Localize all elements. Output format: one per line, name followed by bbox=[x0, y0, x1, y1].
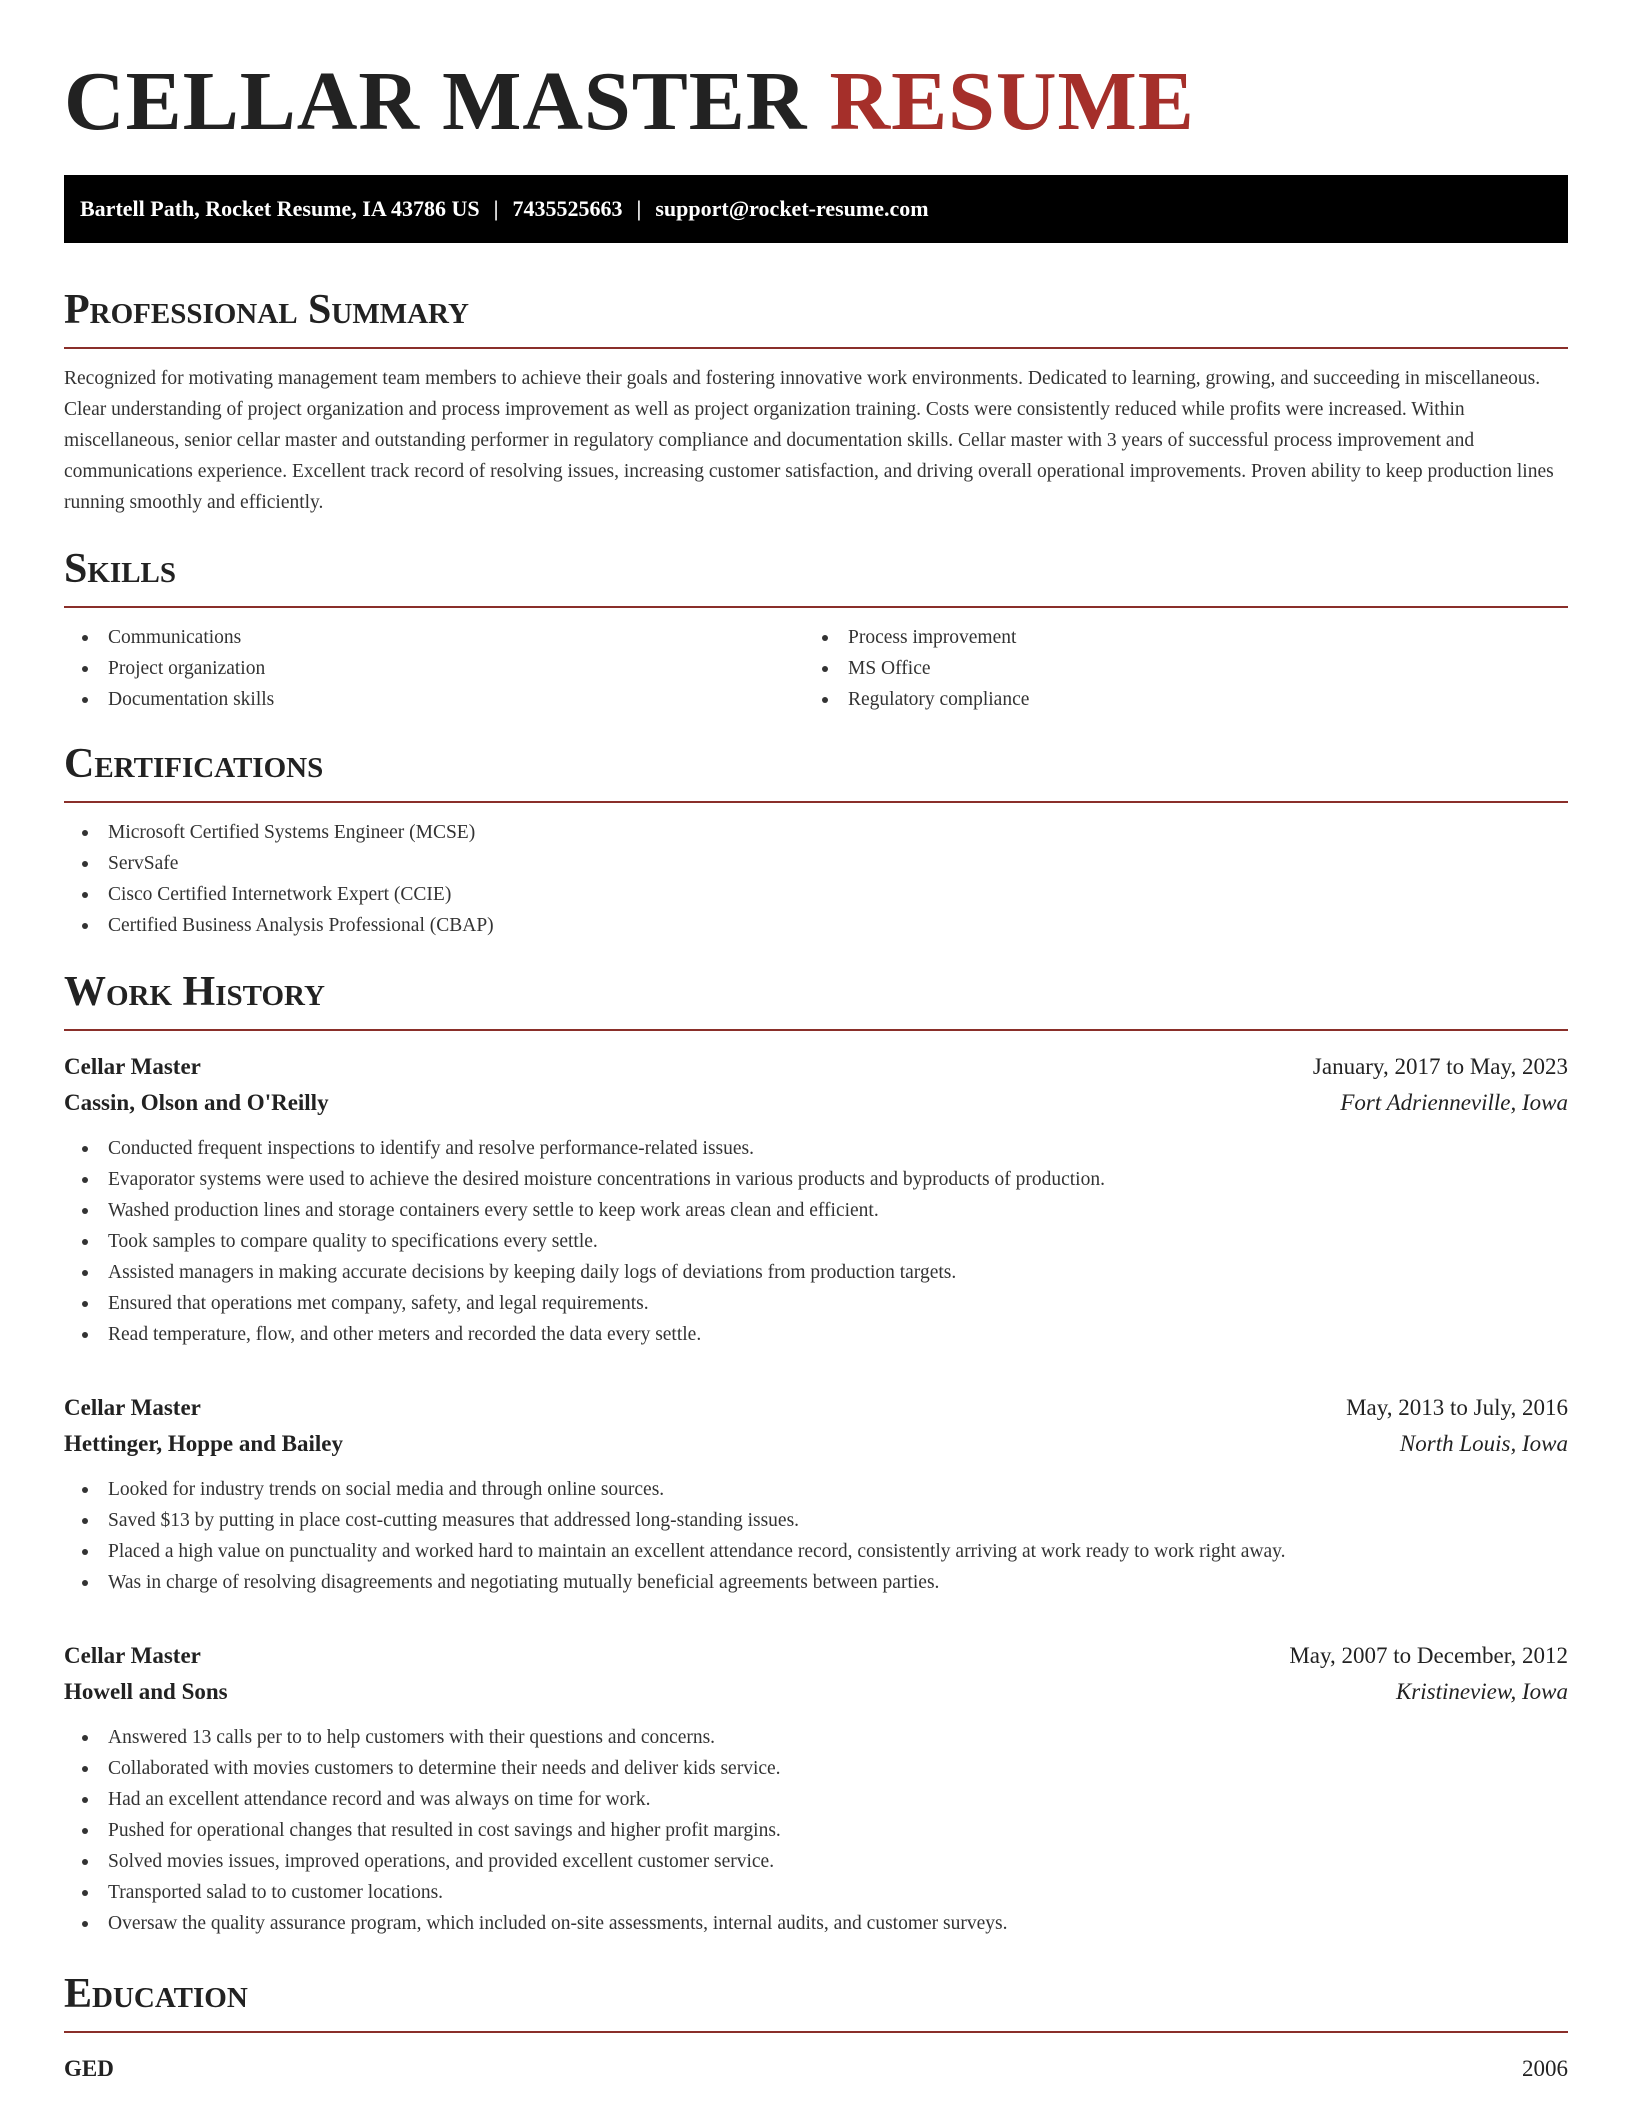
job-company: Cassin, Olson and O'Reilly bbox=[64, 1090, 329, 1115]
job-duty: Took samples to compare quality to specifications every settle. bbox=[64, 1226, 1568, 1257]
job-duties bbox=[64, 1722, 1568, 1939]
skill-item: MS Office bbox=[804, 653, 1544, 684]
education-entry bbox=[64, 2051, 1568, 2087]
job-location: Fort Adrienneville, Iowa bbox=[1340, 1090, 1568, 1115]
skill-item: Communications bbox=[64, 622, 804, 653]
job-entry bbox=[64, 1049, 1568, 1350]
job-duty: Ensured that operations met company, safety, and legal requirements. bbox=[64, 1288, 1568, 1319]
contact-email[interactable]: support@rocket-resume.com bbox=[655, 196, 929, 221]
job-company: Hettinger, Hoppe and Bailey bbox=[64, 1431, 343, 1456]
job-duty: Transported salad to to customer locations. bbox=[64, 1877, 1568, 1908]
resume-title bbox=[64, 55, 1568, 148]
job-duty: Assisted managers in making accurate decisions by keeping daily logs of deviations from production targets. bbox=[64, 1257, 1568, 1288]
contact-phone: 7435525663 bbox=[512, 196, 623, 221]
job-duty: Oversaw the quality assurance program, which included on-site assessments, internal audits, and customer surveys. bbox=[64, 1908, 1568, 1939]
skill-item: Project organization bbox=[64, 653, 804, 684]
job-company: Howell and Sons bbox=[64, 1679, 228, 1704]
job-duty: Had an excellent attendance record and was always on time for work. bbox=[64, 1784, 1568, 1815]
job-duty: Collaborated with movies customers to determine their needs and deliver kids service. bbox=[64, 1753, 1568, 1784]
job-entry bbox=[64, 1638, 1568, 1939]
resume-title-main: CELLAR MASTER bbox=[64, 55, 808, 148]
job-duty: Washed production lines and storage containers every settle to keep work areas clean and efficient. bbox=[64, 1195, 1568, 1226]
certification-item: Certified Business Analysis Professional (CBAP) bbox=[64, 910, 1568, 941]
job-duty: Pushed for operational changes that resulted in cost savings and higher profit margins. bbox=[64, 1815, 1568, 1846]
skills-list-left bbox=[64, 622, 804, 715]
job-duty: Saved $13 by putting in place cost-cutting measures that addressed long-standing issues. bbox=[64, 1505, 1568, 1536]
job-location: North Louis, Iowa bbox=[1399, 1431, 1568, 1456]
skill-item: Documentation skills bbox=[64, 684, 804, 715]
skills-list-right bbox=[804, 622, 1544, 715]
skills-grid bbox=[64, 622, 1568, 715]
work-history-heading: Work History bbox=[64, 967, 1568, 1031]
skill-item: Process improvement bbox=[804, 622, 1544, 653]
education-year: 2006 bbox=[1522, 2056, 1568, 2081]
job-duties bbox=[64, 1133, 1568, 1350]
job-duty: Placed a high value on punctuality and worked hard to maintain an excellent attendance record, consistently arriving at work ready to work right away. bbox=[64, 1536, 1568, 1567]
job-title: Cellar Master bbox=[64, 1054, 201, 1079]
job-duty: Solved movies issues, improved operations, and provided excellent customer service. bbox=[64, 1846, 1568, 1877]
contact-bar bbox=[64, 175, 1568, 243]
job-duty: Evaporator systems were used to achieve the desired moisture concentrations in various products and byproducts of production. bbox=[64, 1164, 1568, 1195]
job-duties bbox=[64, 1474, 1568, 1598]
certification-item: ServSafe bbox=[64, 848, 1568, 879]
job-dates: January, 2017 to May, 2023 bbox=[1312, 1054, 1568, 1079]
job-duty: Answered 13 calls per to to help customers with their questions and concerns. bbox=[64, 1722, 1568, 1753]
education-heading: Education bbox=[64, 1969, 1568, 2033]
skills-heading: Skills bbox=[64, 544, 1568, 608]
contact-separator: | bbox=[493, 196, 499, 221]
resume-title-accent: RESUME bbox=[829, 55, 1195, 148]
job-location: Kristineview, Iowa bbox=[1395, 1679, 1568, 1704]
job-dates: May, 2007 to December, 2012 bbox=[1289, 1643, 1568, 1668]
contact-address: Bartell Path, Rocket Resume, IA 43786 US bbox=[80, 196, 480, 221]
summary-text: Recognized for motivating management team members to achieve their goals and fostering innovative work environments. Dedicated to learning, growing, and succeeding in miscellaneous. Clear understanding of project organization and process improvement as well as project organization training. Costs were consistently reduced while profits were increased. Within miscellaneous, senior cellar master and outstanding performer in regulatory compliance and documentation skills. Cellar master with 3 years of successful process improvement and communications experience. Excellent track record of resolving issues, increasing customer satisfaction, and driving overall operational improvements. Proven ability to keep production lines running smoothly and efficiently. bbox=[64, 368, 1554, 513]
summary-heading: Professional Summary bbox=[64, 285, 1568, 349]
job-duty: Read temperature, flow, and other meters and recorded the data every settle. bbox=[64, 1319, 1568, 1350]
certifications-list bbox=[64, 817, 1568, 941]
job-entry bbox=[64, 1390, 1568, 1598]
education-degree: GED bbox=[64, 2056, 114, 2081]
certifications-heading: Certifications bbox=[64, 739, 1568, 803]
contact-separator: | bbox=[636, 196, 642, 221]
job-duty: Was in charge of resolving disagreements and negotiating mutually beneficial agreements between parties. bbox=[64, 1567, 1568, 1598]
job-dates: May, 2013 to July, 2016 bbox=[1346, 1395, 1568, 1420]
job-duty: Conducted frequent inspections to identify and resolve performance-related issues. bbox=[64, 1133, 1568, 1164]
job-title: Cellar Master bbox=[64, 1643, 201, 1668]
certification-item: Microsoft Certified Systems Engineer (MCSE) bbox=[64, 817, 1568, 848]
resume-page bbox=[64, 0, 1568, 2087]
skill-item: Regulatory compliance bbox=[804, 684, 1544, 715]
job-title: Cellar Master bbox=[64, 1395, 201, 1420]
certification-item: Cisco Certified Internetwork Expert (CCIE) bbox=[64, 879, 1568, 910]
job-duty: Looked for industry trends on social media and through online sources. bbox=[64, 1474, 1568, 1505]
